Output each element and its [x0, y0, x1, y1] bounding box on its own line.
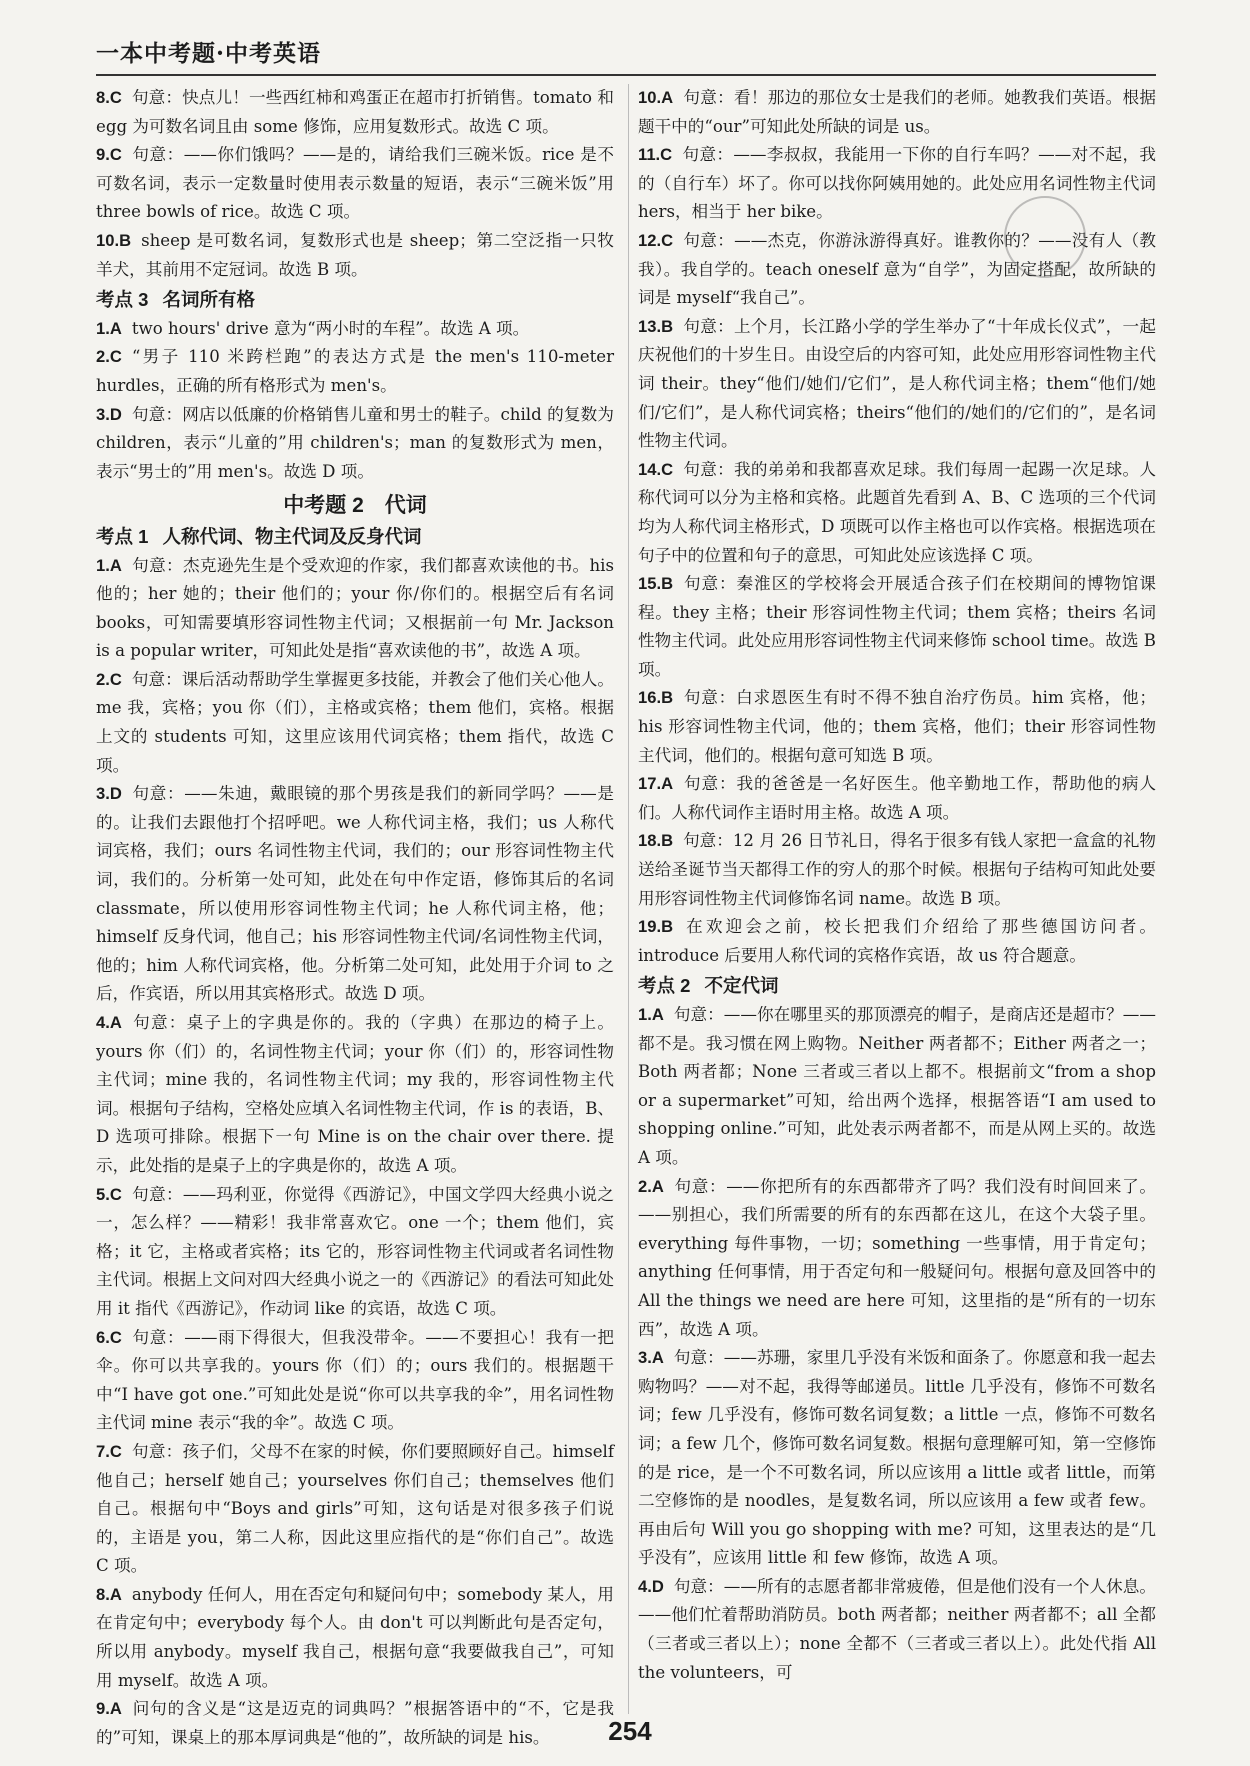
answer-number: 8.A — [96, 1584, 122, 1604]
section-label: 考点 2 — [638, 975, 691, 997]
answer-entry — [96, 84, 614, 141]
chapter-title: 中考题 2 代词 — [283, 494, 427, 518]
answer-explanation: “男子 110 米跨栏跑”的表达方式是 the men's 110-meter hurdles，正确的所有格形式为 men's。 — [96, 347, 614, 395]
column-divider — [628, 84, 629, 1714]
answer-entry — [96, 1009, 614, 1181]
answer-explanation: 句意：桌子上的字典是你的。我的（字典）在那边的椅子上。yours 你（们）的，名词性物主代词；your 你（们）的，形容词性物主代词；mine 我的，名词性物主代词；my 我的，形容词性物主代词。根据句子结构，空格处应填入名词性物主代词，作 is 的表语，B、D 选项可排除。根据下一句 Mine is on the chair over there. 提示，此处指的是桌子上的字典是你的，故选 A 项。 — [96, 1013, 614, 1175]
header-title: 一本中考题·中考英语 — [96, 40, 322, 67]
answer-explanation: 句意：——你把所有的东西都带齐了吗？我们没有时间回来了。——别担心，我们所需要的所有的东西都在这儿，在这个大袋子里。everything 每件事物，一切；something 一些事情，用于肯定句；anything 任何事情，用于否定句和一般疑问句。根据句意及回答中的 All the things we need are here 可知，这里指的是“所有的一切东西”，故选 A 项。 — [638, 1176, 1156, 1339]
answer-number: 2.C — [96, 669, 122, 689]
answer-entry — [638, 1573, 1156, 1687]
answer-entry — [96, 401, 614, 487]
answer-number: 3.A — [638, 1348, 664, 1368]
answer-explanation: 句意：——朱迪，戴眼镜的那个男孩是我们的新同学吗？——是的。让我们去跟他打个招呼吧。we 人称代词主格，我们；us 人称代词宾格，我们；ours 名词性物主代词，我们的；our 形容词性物主代词，我们的。分析第一处可知，此处在句中作定语，修饰其后的名词 classmate，所以使用形容词性物主代词；he 人称代词主格，他；himself 反身代词，他自己；his 形容词性物主代词/名词性物主代词，他的；him 人称代词宾格，他。分析第二处可知，此处用于介词 to 之后，作宾语，所以用其宾格形式。故选 D 项。 — [96, 784, 614, 1004]
answer-entry — [638, 84, 1156, 141]
answer-number: 11.C — [638, 145, 673, 165]
section-title: 不定代词 — [704, 975, 779, 997]
answer-explanation: 句意：——你们饿吗？——是的，请给我们三碗米饭。rice 是不可数名词，表示一定数量时使用表示数量的短语，表示“三碗米饭”用 three bowls of rice。故选 C 项。 — [96, 145, 614, 222]
answer-number: 2.C — [96, 347, 122, 367]
answer-explanation: anybody 任何人，用在否定句和疑问句中；somebody 某人，用在肯定句中；everybody 每个人。由 don't 可以判断此句是否定句，所以用 anybody。myself 我自己，根据句意“我要做我自己”，可知用 myself。故选 A 项。 — [96, 1584, 614, 1690]
section-title: 人称代词、物主代词及反身代词 — [162, 525, 422, 547]
answer-number: 4.A — [96, 1013, 122, 1032]
page-header — [96, 28, 1156, 76]
answer-explanation: 在欢迎会之前，校长把我们介绍给了那些德国访问者。introduce 后要用人称代词的宾格作宾语，故 us 符合题意。 — [638, 917, 1156, 965]
answer-entry — [638, 913, 1156, 970]
answer-entry — [96, 141, 614, 227]
answer-entry — [96, 1324, 614, 1438]
circular-stamp-icon — [1004, 196, 1086, 278]
answer-entry — [638, 827, 1156, 913]
section-heading — [96, 523, 614, 552]
answer-entry — [638, 1173, 1156, 1345]
answer-entry — [96, 343, 614, 400]
answer-number: 10.B — [96, 230, 132, 250]
answer-number: 2.A — [638, 1176, 664, 1196]
answer-explanation: 句意：孩子们，父母不在家的时候，你们要照顾好自己。himself 他自己；herself 她自己；yourselves 你们自己；themselves 他们自己。根据句中“Boys and girls”可知，这句话是对很多孩子们说的，主语是 you，第二人称，因此这里应指代的是“你们自己”。故选 C 项。 — [96, 1441, 614, 1576]
answer-number: 3.D — [96, 784, 122, 804]
answer-number: 19.B — [638, 917, 674, 937]
answer-explanation: 句意：——雨下得很大，但我没带伞。——不要担心！我有一把伞。你可以共享我的。yours 你（们）的；ours 我们的。根据题干中“I have got one.”可知此处是说“你可以共享我的伞”，用名词性物主代词 mine 表示“我的伞”。故选 C 项。 — [96, 1327, 614, 1433]
answer-number: 5.C — [96, 1184, 122, 1204]
answer-number: 9.A — [96, 1699, 122, 1719]
answer-entry — [96, 1695, 614, 1752]
answer-explanation: 句意：我的爸爸是一名好医生。他辛勤地工作，帮助他的病人们。人称代词作主语时用主格。故选 A 项。 — [638, 774, 1156, 822]
answer-number: 1.A — [96, 555, 122, 575]
answer-explanation: 句意：课后活动帮助学生掌握更多技能，并教会了他们关心他人。me 我，宾格；you 你（们），主格或宾格；them 他们，宾格。根据上文的 students 可知，这里应该用代词宾格；them 指代，故选 C 项。 — [96, 669, 614, 775]
answer-entry — [638, 456, 1156, 570]
answer-number: 14.C — [638, 459, 674, 479]
section-label: 考点 1 — [96, 525, 149, 547]
answer-number: 1.A — [638, 1005, 664, 1024]
answer-explanation: 句意：——所有的志愿者都非常疲倦，但是他们没有一个人休息。——他们忙着帮助消防员。both 两者都；neither 两者都不；all 全都（三者或三者以上）；none 全都不（三者或三者以上）。此处代指 All the volunteers，可 — [638, 1576, 1156, 1682]
answer-entry — [96, 552, 614, 666]
answer-number: 9.C — [96, 145, 122, 165]
answer-explanation: 句意：12 月 26 日节礼日，得名于很多有钱人家把一盒盒的礼物送给圣诞节当天都得工作的穷人的那个时候。根据句子结构可知此处要用形容词性物主代词修饰名词 name。故选 B 项。 — [638, 831, 1156, 908]
answer-number: 3.D — [96, 404, 122, 424]
answer-entry — [638, 1001, 1156, 1173]
page-number: 254 — [608, 1716, 652, 1746]
answer-number: 12.C — [638, 230, 674, 250]
answer-explanation: 句意：——玛利亚，你觉得《西游记》，中国文学四大经典小说之一，怎么样？——精彩！我非常喜欢它。one 一个；them 他们，宾格；it 它，主格或者宾格；its 它的，形容词性物主代词或者名词性物主代词。根据上文问对四大经典小说之一的《西游记》的看法可知此处用 it 指代《西游记》，作动词 like 的宾语，故选 C 项。 — [96, 1184, 614, 1318]
section-heading — [638, 972, 1156, 1001]
answer-number: 16.B — [638, 688, 674, 708]
answer-explanation: two hours' drive 意为“两小时的车程”。故选 A 项。 — [131, 318, 530, 338]
answer-explanation: 句意：秦淮区的学校将会开展适合孩子们在校期间的博物馆课程。they 主格；their 形容词性物主代词；them 宾格；theirs 名词性物主代词。此处应用形容词性物主代词来修饰 school time。故选 B 项。 — [638, 574, 1156, 679]
answer-explanation: sheep 是可数名词，复数形式也是 sheep；第二空泛指一只牧羊犬，其前用不定冠词。故选 B 项。 — [96, 230, 614, 279]
left-column — [96, 84, 614, 1752]
answer-explanation: 句意：上个月，长江路小学的学生举办了“十年成长仪式”，一起庆祝他们的十岁生日。由设空后的内容可知，此处应用形容词性物主代词 their。they“他们/她们/它们”，是人称代词主格；them“他们/她们/它们”，是人称代词宾格；theirs“他们的/她们的/它们的”，是名词性物主代词。 — [638, 316, 1156, 451]
answer-explanation: 句意：——杰克，你游泳游得真好。谁教你的？——没有人（教我）。我自学的。teach oneself 意为“自学”，为固定搭配，故所缺的词是 myself“我自己”。 — [638, 230, 1156, 308]
answer-explanation: 句意：看！那边的那位女士是我们的老师。她教我们英语。根据题干中的“our”可知此处所缺的词是 us。 — [638, 88, 1156, 136]
answer-entry — [96, 780, 614, 1009]
answer-number: 8.C — [96, 88, 122, 107]
section-title: 名词所有格 — [162, 289, 255, 311]
answer-entry — [96, 1181, 614, 1324]
answer-number: 17.A — [638, 774, 674, 794]
answer-number: 6.C — [96, 1327, 122, 1347]
answer-number: 15.B — [638, 574, 674, 594]
answer-entry — [638, 1344, 1156, 1573]
answer-number: 10.A — [638, 88, 674, 107]
answer-explanation: 问句的含义是“这是迈克的词典吗？”根据答语中的“不，它是我的”可知，课桌上的那本厚词典是“他的”，故所缺的词是 his。 — [96, 1699, 614, 1747]
answer-entry — [638, 770, 1156, 827]
answer-number: 7.C — [96, 1441, 122, 1461]
answer-explanation: 句意：杰克逊先生是个受欢迎的作家，我们都喜欢读他的书。his 他的；her 她的；their 他们的；your 你/你们的。根据空后有名词 books，可知需要填形容词性物主代词；又根据前一句 Mr. Jackson is a popular writer，可知此处是指“喜欢读他的书”，故选 A 项。 — [96, 555, 614, 661]
answer-explanation: 句意：白求恩医生有时不得不独自治疗伤员。him 宾格，他；his 形容词性物主代词，他的；them 宾格，他们；their 形容词性物主代词，他们的。根据句意可知选 B 项。 — [638, 688, 1156, 765]
answer-entry — [96, 1438, 614, 1581]
answer-explanation: 句意：——你在哪里买的那顶漂亮的帽子，是商店还是超市？——都不是。我习惯在网上购物。Neither 两者都不；Either 两者之一；Both 两者都；None 三者或三者以上都不。根据前文“from a shop or a supermarket”可知，给出两个选择，根据答语“I am used to shopping online.”可知，此处表示两者都不，而是从网上买的。故选 A 项。 — [638, 1005, 1156, 1167]
section-label: 考点 3 — [96, 289, 149, 311]
answer-explanation: 句意：快点儿！一些西红柿和鸡蛋正在超市打折销售。tomato 和 egg 为可数名词且由 some 修饰，应用复数形式。故选 C 项。 — [96, 88, 614, 136]
answer-number: 18.B — [638, 831, 674, 851]
answer-number: 4.D — [638, 1576, 664, 1596]
answer-entry — [96, 666, 614, 780]
answer-number: 13.B — [638, 316, 674, 336]
answer-entry — [638, 684, 1156, 770]
answer-number: 1.A — [96, 318, 122, 338]
answer-explanation: 句意：网店以低廉的价格销售儿童和男士的鞋子。child 的复数为 children，表示“儿童的”用 children's；man 的复数形式为 men，表示“男士的”用 men's。故选 D 项。 — [96, 404, 614, 481]
right-column — [638, 84, 1156, 1687]
answer-explanation: 句意：——苏珊，家里几乎没有米饭和面条了。你愿意和我一起去购物吗？——对不起，我得等邮递员。little 几乎没有，修饰不可数名词；few 几乎没有，修饰可数名词复数；a little 一点，修饰不可数名词；a few 几个，修饰可数名词复数。根据句意理解可知，第一空修饰的是 rice，是一个不可数名词，所以应该用 a little 或者 little，而第二空修饰的是 noodles，是复数名词，所以应该用 a few 或者 few。再由后句 Will you go shopping with me? 可知，这里表达的是“几乎没有”，应该用 little 和 few 修饰，故选 A 项。 — [638, 1348, 1156, 1568]
section-heading — [96, 286, 614, 315]
answer-entry — [638, 313, 1156, 456]
answer-entry — [638, 570, 1156, 684]
answer-entry — [96, 1581, 614, 1695]
answer-explanation: 句意：——李叔叔，我能用一下你的自行车吗？——对不起，我的（自行车）坏了。你可以找你阿姨用她的。此处应用名词性物主代词 hers，相当于 her bike。 — [638, 145, 1156, 222]
answer-entry — [96, 227, 614, 284]
answer-explanation: 句意：我的弟弟和我都喜欢足球。我们每周一起踢一次足球。人称代词可以分为主格和宾格。此题首先看到 A、B、C 选项的三个代词均为人称代词主格形式，D 项既可以作主格也可以作宾格。根据选项在句子中的位置和句子的意思，可知此处应该选择 C 项。 — [638, 459, 1156, 565]
answer-entry — [96, 315, 614, 344]
